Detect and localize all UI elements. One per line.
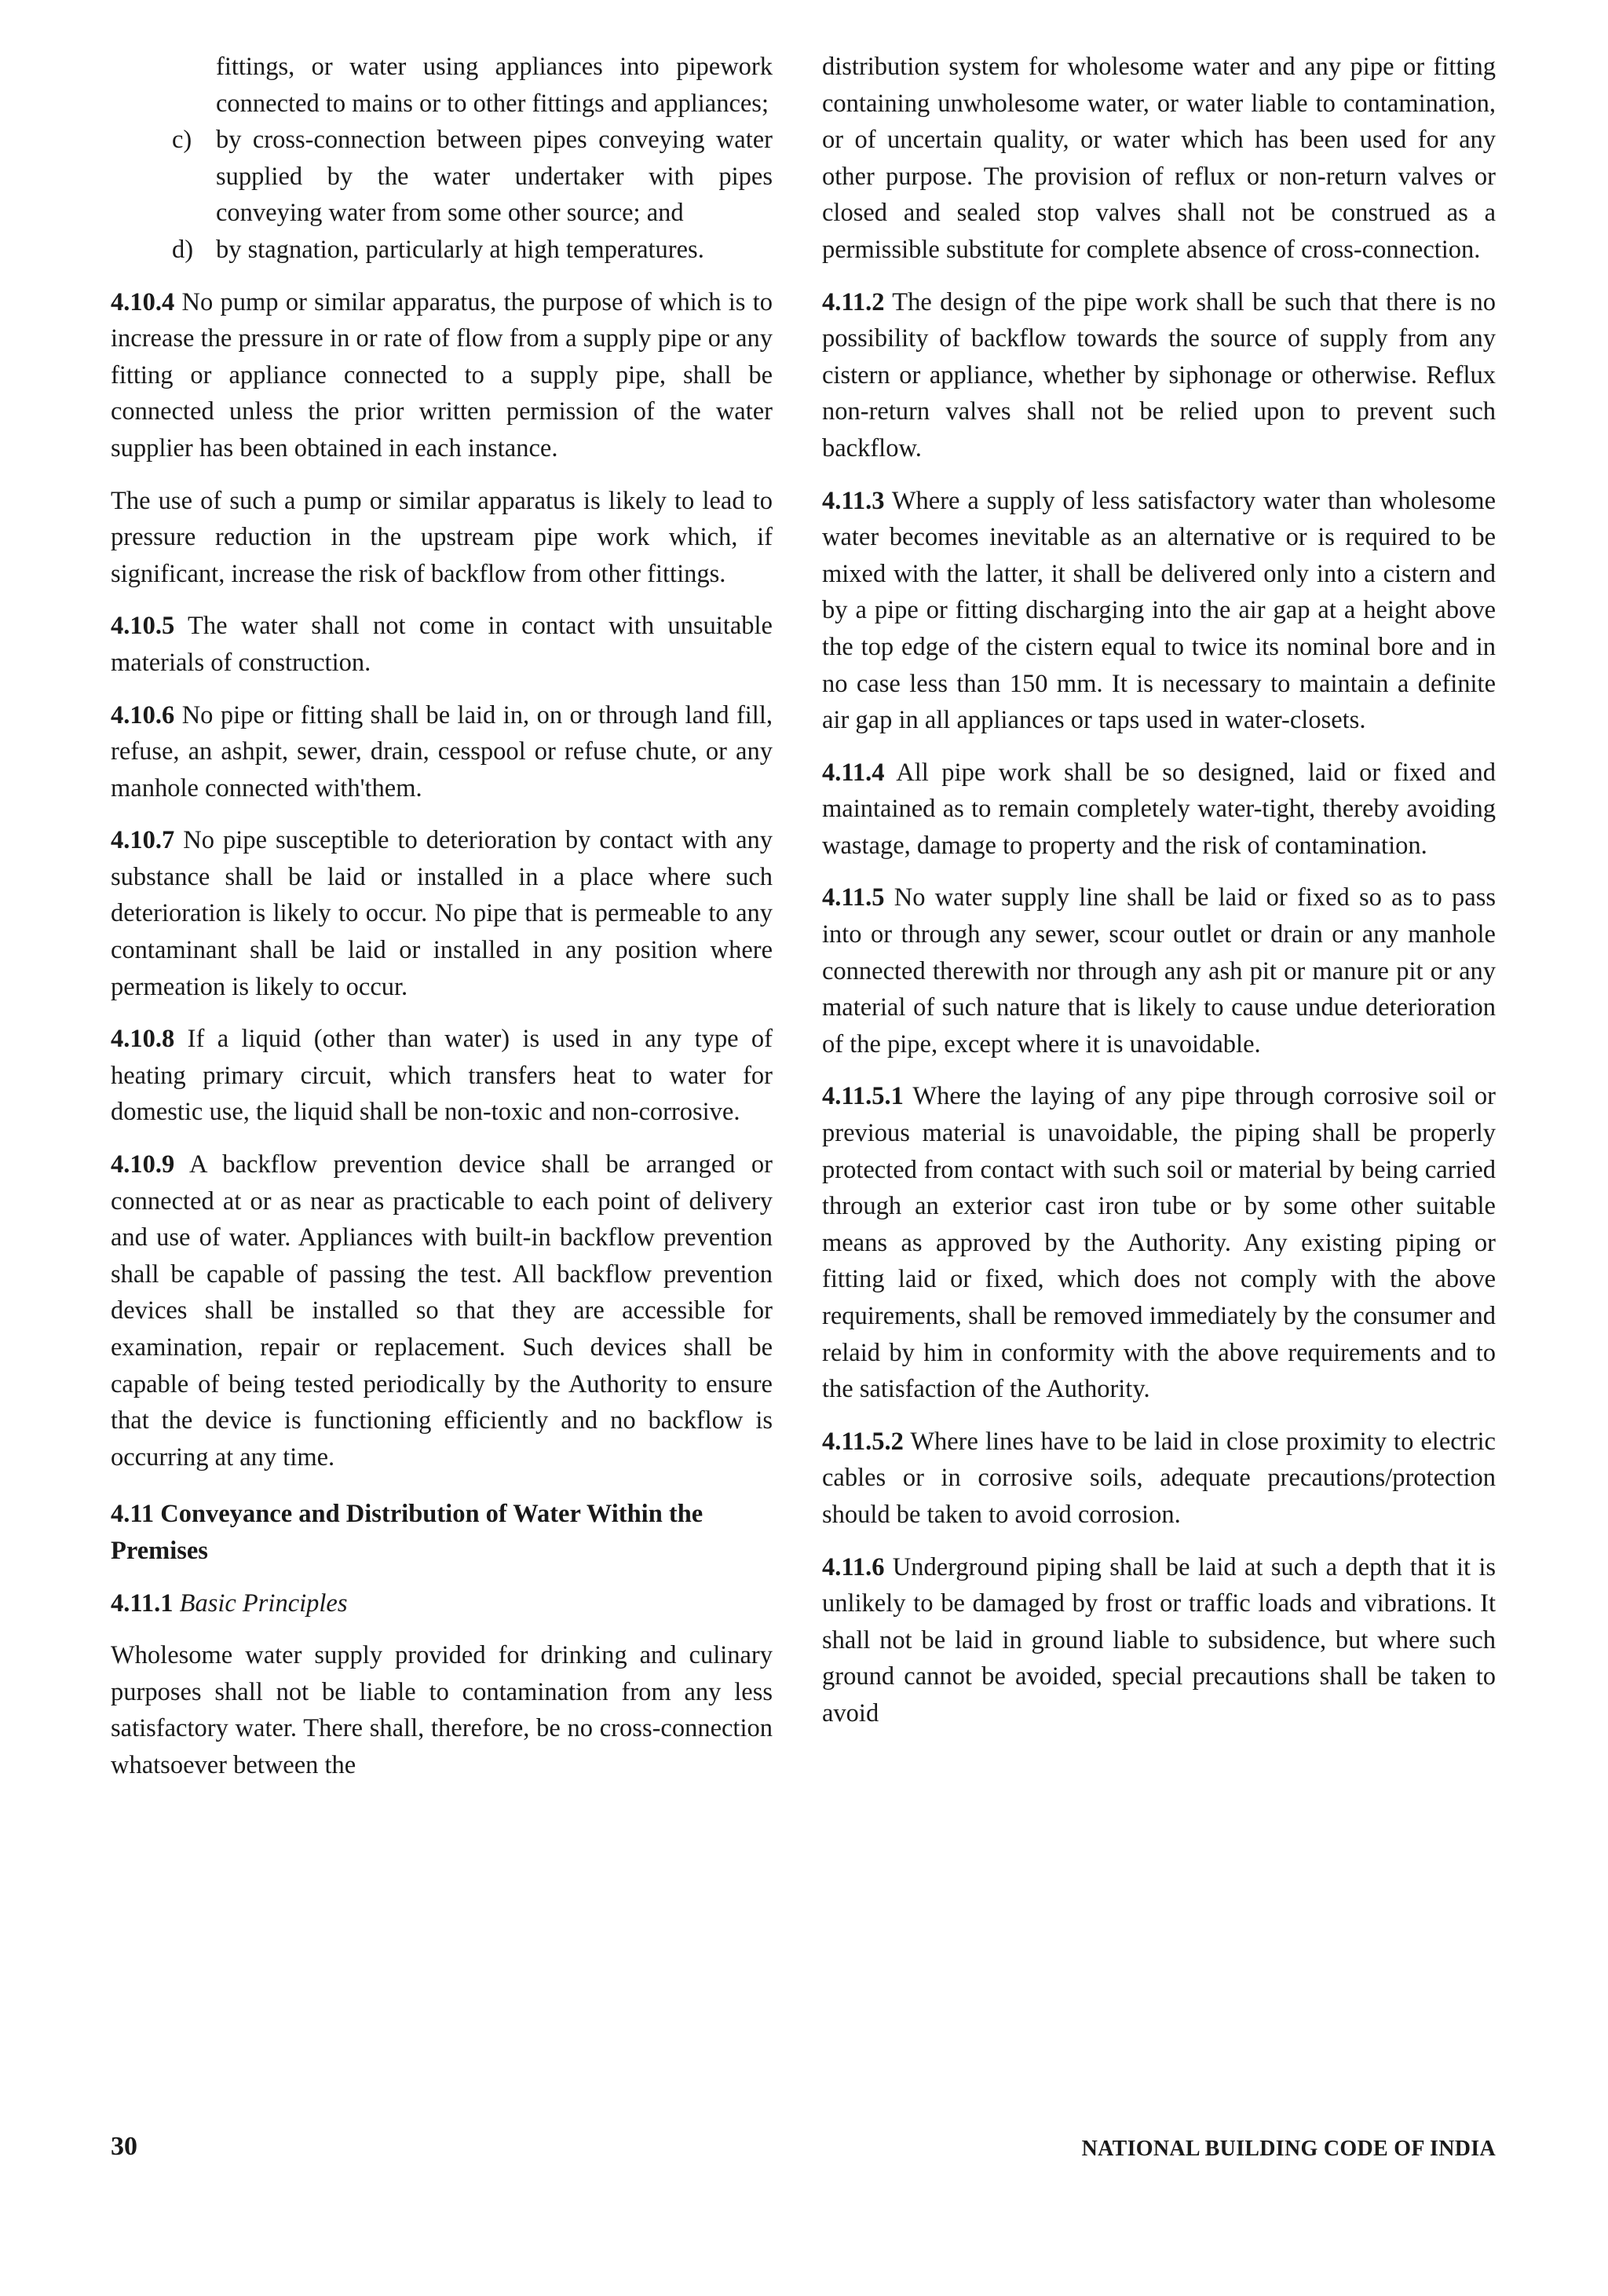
clause-text: No pipe susceptible to deterioration by contact with any substance shall be laid or installed in a place where such deterioration is likely to occur. No pipe that is permeable to any contaminant shall be laid or installed in any position where permeation is likely to occur.	[111, 826, 773, 1001]
list-continuation: fittings, or water using appliances into pipework connected to mains or to other fittings and appliances;	[216, 53, 773, 118]
section-number: 4.11	[111, 1500, 155, 1529]
left-column	[111, 49, 773, 1800]
clause-text: The water shall not come in contact with unsuitable materials of construction.	[111, 612, 773, 677]
list-marker: c)	[172, 126, 192, 155]
right-column	[822, 49, 1496, 1748]
subsection-number: 4.11.1	[111, 1589, 174, 1618]
clause-number: 4.11.3	[822, 486, 885, 515]
clause-4-10-4	[111, 284, 773, 467]
list-item-text: by stagnation, particularly at high temperatures.	[216, 235, 704, 264]
clause-text: Where lines have to be laid in close proximity to electric cables or in corrosive soils, adequate precautions/protection should be taken to avoid corrosion.	[822, 1427, 1496, 1529]
clause-number: 4.10.9	[111, 1150, 175, 1179]
clause-4-10-8	[111, 1021, 773, 1131]
clause-number: 4.10.5	[111, 612, 175, 641]
clause-number: 4.10.6	[111, 700, 175, 729]
clause-4-11-5-2	[822, 1424, 1496, 1534]
clause-text: A backflow prevention device shall be arranged or connected at or as near as practicable to each point of delivery and use of water. Appliances with built-in backflow prevention shall be capable of passing the test. All backflow prevention devices shall be installed so that they are accessible for examination, repair or replacement. Such devices shall be capable of being tested periodically by the Authority to ensure that the device is functioning efficiently and no backflow is occurring at any time.	[111, 1150, 773, 1472]
clause-number: 4.11.5.1	[822, 1082, 904, 1111]
page-number: 30	[111, 2132, 137, 2161]
clause-4-10-6	[111, 697, 773, 807]
publication-title: NATIONAL BUILDING CODE OF INDIA	[1081, 2137, 1496, 2161]
clause-text: No pipe or fitting shall be laid in, on or through land fill, refuse, an ashpit, sewer, drain, cesspool or refuse chute, or any manhole connected with'them.	[111, 700, 773, 803]
clause-number: 4.11.6	[822, 1552, 885, 1581]
clause-4-11-5-1	[822, 1078, 1496, 1407]
clause-4-10-7	[111, 822, 773, 1005]
subsection-title: Basic Principles	[179, 1589, 348, 1618]
clause-4-10-5	[111, 608, 773, 681]
clause-4-11-5	[822, 879, 1496, 1062]
paragraph-pump-use: The use of such a pump or similar apparatus is likely to lead to pressure reduction in the upstream pipe work which, if significant, increase the risk of backflow from other fittings.	[111, 486, 773, 588]
clause-4-11-3	[822, 483, 1496, 739]
clause-number: 4.10.8	[111, 1025, 175, 1054]
section-heading-4-11	[111, 1496, 773, 1569]
clause-number: 4.11.2	[822, 287, 885, 316]
list-item-text: by cross-connection between pipes conveying water supplied by the water undertaker with pipes conveying water from some other source; and	[216, 126, 773, 228]
clause-text: Where a supply of less satisfactory water than wholesome water becomes inevitable as an alternative or is required to be mixed with the latter, it shall be delivered only into a cistern and by a pipe or fitting discharging into the air gap at a height above the top edge of the cistern equal to twice its nominal bore and in no case less than 150 mm. It is necessary to maintain a definite air gap in all appliances or taps used in water-closets.	[822, 486, 1496, 735]
clause-text: No pump or similar apparatus, the purpose of which is to increase the pressure in or rate of flow from a supply pipe or any fitting or appliance connected to a supply pipe, shall be connected unless the prior written permission of the water supplier has been obtained in each instance.	[111, 287, 773, 462]
clause-number: 4.11.4	[822, 758, 885, 787]
clause-text: If a liquid (other than water) is used in any type of heating primary circuit, which transfers heat to water for domestic use, the liquid shall be non-toxic and non-corrosive.	[111, 1025, 773, 1127]
list-item-c	[111, 122, 773, 232]
clause-4-11-2	[822, 284, 1496, 467]
clause-text: Underground piping shall be laid at such a depth that it is unlikely to be damaged by frost or traffic loads and vibrations. It shall not be laid in ground liable to subsidence, but where such ground cannot be avoided, special precautions shall be taken to avoid	[822, 1552, 1497, 1727]
clause-text: The design of the pipe work shall be such that there is no possibility of backflow towards the source of supply from any cistern or appliance, whether by siphonage or otherwise. Reflux non-return valves shall not be relied upon to prevent such backflow.	[822, 287, 1496, 462]
clause-number: 4.11.5	[822, 883, 885, 912]
clause-number: 4.10.4	[111, 287, 175, 316]
clause-4-10-9	[111, 1146, 773, 1475]
clause-number: 4.11.5.2	[822, 1427, 904, 1456]
clause-text: All pipe work shall be so designed, laid or fixed and maintained as to remain completely water-tight, thereby avoiding wastage, damage to property and the risk of contamination.	[822, 758, 1496, 860]
subsection-heading-4-11-1	[111, 1585, 773, 1622]
clause-text: Where the laying of any pipe through corrosive soil or previous material is unavoidable, the piping shall be properly protected from contact with such soil or material by being carried through an exterior cast iron tube or by some other suitable means as approved by the Authority. Any existing piping or fitting laid or fixed, which does not comply with the above requirements, shall be removed immediately by the consumer and relaid by him in conformity with the above requirements and to the satisfaction of the Authority.	[822, 1082, 1497, 1404]
section-title: Conveyance and Distribution of Water Within the Premises	[111, 1500, 704, 1565]
clause-4-11-6	[822, 1549, 1496, 1732]
clause-number: 4.10.7	[111, 826, 175, 855]
clause-text: No water supply line shall be laid or fixed so as to pass into or through any sewer, scour outlet or drain or any manhole connected therewith nor through any ash pit or manure pit or any material of such nature that is likely to cause undue deterioration of the pipe, except where it is unavoidable.	[822, 883, 1497, 1058]
clause-4-11-4	[822, 755, 1496, 865]
paragraph-wholesome-water: Wholesome water supply provided for drinking and culinary purposes shall not be liable to contamination from any less satisfactory water. There shall, therefore, be no cross-connection whatsoever between the	[111, 1641, 773, 1779]
paragraph-distribution-continuation: distribution system for wholesome water and any pipe or fitting containing unwholesome water, or water liable to contamination, or of uncertain quality, or water which has been used for any other purpose. The provision of reflux or non-return valves or closed and sealed stop valves shall not be construed as a permissible substitute for complete absence of cross-connection.	[822, 53, 1496, 264]
list-marker: d)	[172, 235, 194, 264]
list-item-d	[111, 232, 773, 269]
